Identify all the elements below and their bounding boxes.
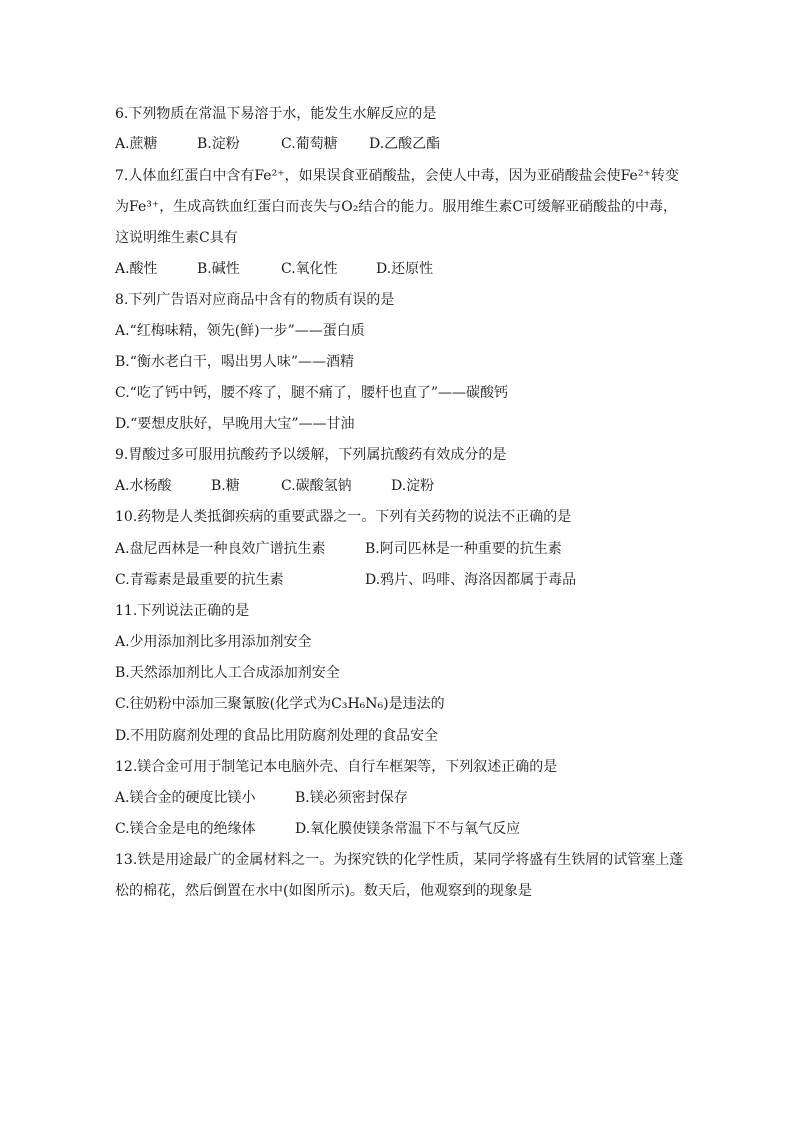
question-11-option-b: B.天然添加剂比人工合成添加剂安全 (115, 665, 340, 681)
question-10-option-a: A.盘尼西林是一种良效广谱抗生素 (115, 541, 326, 557)
question-12-stem: 12.镁合金可用于制笔记本电脑外壳、自行车框架等，下列叙述正确的是 (115, 759, 558, 775)
question-8-option-c: C.“吃了钙中钙，腰不疼了，腿不痛了，腰杆也直了”——碳酸钙 (115, 385, 508, 401)
question-10-stem: 10.药物是人类抵御疾病的重要武器之一。下列有关药物的说法不正确的是 (115, 509, 572, 525)
question-12-option-d: D.氧化膜使镁条常温下不与氧气反应 (295, 821, 521, 837)
question-6-option-a: A.蔗糖 (115, 136, 158, 152)
question-8-stem: 8.下列广告语对应商品中含有的物质有误的是 (115, 292, 395, 308)
question-7-stem-line-3: 这说明维生素C具有 (115, 230, 238, 246)
question-7-option-b: B.碱性 (197, 261, 240, 277)
question-7-option-a: A.酸性 (115, 261, 158, 277)
question-6-option-c: C.葡萄糖 (281, 136, 338, 152)
question-10-options-row-1 (115, 540, 715, 558)
question-10-option-b: B.阿司匹林是一种重要的抗生素 (365, 541, 562, 557)
question-11-stem: 11.下列说法正确的是 (115, 603, 250, 619)
question-6-options (115, 135, 715, 153)
question-11-option-d: D.不用防腐剂处理的食品比用防腐剂处理的食品安全 (115, 728, 439, 744)
question-6-option-b: B.淀粉 (197, 136, 240, 152)
question-12-options-row-2 (115, 820, 715, 838)
question-9-option-a: A.水杨酸 (115, 478, 172, 494)
question-7-option-c: C.氧化性 (281, 261, 338, 277)
question-8-option-a: A.“红梅味精，领先(鲜)一步”——蛋白质 (115, 323, 365, 339)
question-7-option-d: D.还原性 (376, 261, 434, 277)
question-7-options (115, 260, 715, 278)
question-10-option-c: C.青霉素是最重要的抗生素 (115, 572, 284, 588)
question-11-option-a: A.少用添加剂比多用添加剂安全 (115, 634, 312, 650)
question-9-option-b: B.糖 (211, 478, 240, 494)
question-10-options-row-2 (115, 571, 715, 589)
question-6-option-d: D.乙酸乙酯 (369, 136, 441, 152)
question-9-option-c: C.碳酸氢钠 (281, 478, 352, 494)
question-12-option-a: A.镁合金的硬度比镁小 (115, 790, 256, 806)
question-9-stem: 9.胃酸过多可服用抗酸药予以缓解，下列属抗酸药有效成分的是 (115, 447, 507, 463)
question-6-stem: 6.下列物质在常温下易溶于水，能发生水解反应的是 (115, 106, 437, 122)
question-12-option-b: B.镁必须密封保存 (295, 790, 408, 806)
question-8-option-d: D.“要想皮肤好，早晚用大宝”——甘油 (115, 416, 355, 432)
question-7-stem-line-2: 为Fe³⁺，生成高铁血红蛋白而丧失与O₂结合的能力。服用维生素C可缓解亚硝酸盐的中毒， (115, 199, 678, 215)
question-13-stem-line-1: 13.铁是用途最广的金属材料之一。为探究铁的化学性质，某同学将盛有生铁屑的试管塞上蓬 (115, 852, 684, 868)
question-12-options-row-1 (115, 789, 715, 807)
question-8-option-b: B.“衡水老白干，喝出男人味”——酒精 (115, 354, 355, 370)
question-13-stem-line-2: 松的棉花，然后倒置在水中(如图所示)。数天后，他观察到的现象是 (115, 883, 532, 899)
question-12-option-c: C.镁合金是电的绝缘体 (115, 821, 256, 837)
question-9-option-d: D.淀粉 (391, 478, 435, 494)
question-7-stem-line-1: 7.人体血红蛋白中含有Fe²⁺，如果误食亚硝酸盐，会使人中毒，因为亚硝酸盐会使Fe²⁺转变 (115, 168, 679, 184)
question-10-option-d: D.鸦片、吗啡、海洛因都属于毒品 (365, 572, 577, 588)
question-9-options (115, 477, 715, 495)
question-11-option-c: C.往奶粉中添加三聚氰胺(化学式为C₃H₆N₆)是违法的 (115, 696, 445, 712)
